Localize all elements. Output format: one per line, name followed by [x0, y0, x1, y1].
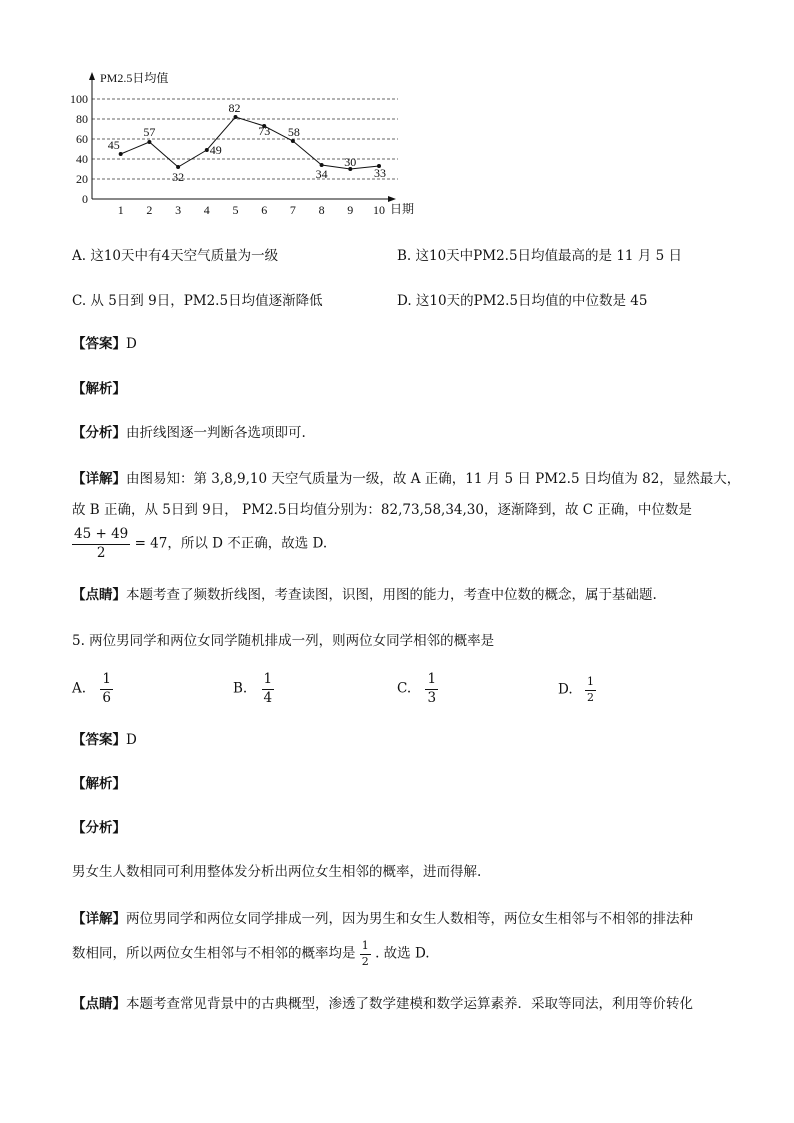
fraction-numerator: 1 — [585, 676, 596, 691]
data-point — [205, 148, 209, 152]
option-label: C. — [397, 680, 412, 697]
y-tick-label: 60 — [76, 132, 88, 146]
xiangjie-tag: 【详解】 — [72, 471, 126, 487]
fraction-numerator: 45 + 49 — [72, 527, 130, 545]
fraction-denominator: 2 — [96, 544, 106, 561]
y-tick-label: 80 — [76, 112, 88, 126]
fenxi-tag: 【分析】 — [72, 425, 126, 441]
option-label: D. — [558, 681, 573, 698]
data-label: 32 — [172, 170, 185, 184]
q5-option-b[interactable] — [233, 672, 274, 706]
x-tick-label: 7 — [289, 203, 296, 217]
q5-xiangjie-line2 — [72, 940, 430, 968]
q4-xiangjie-line1 — [72, 473, 740, 487]
fraction-denominator: 2 — [361, 954, 369, 968]
q5-fenxi-text: 男女生人数相同可利用整体发分析出两位女生相邻的概率，进而得解. — [72, 864, 482, 880]
answer-value: D — [126, 732, 137, 748]
fraction-numerator: 1 — [262, 672, 275, 690]
data-label: 34 — [315, 167, 328, 181]
fraction-denominator: 6 — [102, 689, 111, 706]
fraction-numerator: 1 — [360, 940, 371, 955]
fraction-numerator: 1 — [100, 672, 113, 690]
q5-fenxi-heading: 【分析】 — [72, 820, 126, 836]
option-fraction — [585, 676, 596, 704]
q4-xiangjie-line3 — [72, 527, 327, 561]
data-point — [147, 140, 151, 144]
data-point — [291, 139, 295, 143]
q5-jiexi-heading: 【解析】 — [72, 776, 126, 792]
data-label: 57 — [143, 125, 156, 139]
option-fraction — [262, 672, 275, 706]
option-label: A. — [72, 680, 87, 697]
answer-tag: 【答案】 — [72, 732, 126, 748]
q5-option-d[interactable] — [558, 676, 596, 704]
x-tick-label: 3 — [175, 203, 182, 217]
data-label: 82 — [228, 101, 241, 115]
fraction-denominator: 3 — [427, 689, 437, 706]
y-tick-label: 100 — [70, 92, 88, 106]
x-tick-label: 9 — [347, 203, 354, 217]
y-axis-title: PM2.5日均值 — [100, 71, 169, 85]
answer-tag: 【答案】 — [72, 336, 126, 352]
fraction-denominator: 2 — [586, 690, 594, 704]
y-tick-label: 20 — [76, 172, 88, 186]
dianjing-tag: 【点睛】 — [72, 587, 126, 603]
fraction-denominator: 4 — [263, 689, 273, 706]
data-point — [119, 152, 123, 156]
pm25-line-chart — [60, 62, 430, 222]
xiangjie-text-2a: 数相同，所以两位女生相邻与不相邻的概率均是 — [72, 945, 356, 962]
x-tick-label: 10 — [373, 203, 385, 217]
series-line — [121, 117, 379, 169]
xiangjie-text-1: 由图易知：第 3,8,9,10 天空气质量为一级，故 A 正确，11 月 5 日 PM2.5 日均值为 82，显然最大， — [126, 471, 741, 487]
q5-option-a[interactable] — [72, 672, 113, 706]
dianjing-tag: 【点睛】 — [72, 996, 126, 1012]
answer-value: D — [126, 336, 137, 352]
xiangjie-text-2b: . 故选 D. — [375, 945, 430, 962]
dianjing-text: 本题考查常见背景中的古典概型，渗透了数学建模和数学运算素养．采取等同法，利用等价转化 — [126, 996, 693, 1012]
data-point — [176, 165, 180, 169]
fraction-numerator: 1 — [425, 672, 438, 690]
x-tick-label: 4 — [203, 203, 210, 217]
x-tick-label: 5 — [232, 203, 239, 217]
q5-dianjing — [72, 998, 693, 1012]
xiangjie-text-1: 两位男同学和两位女同学排成一列，因为男生和女生人数相等，两位女生相邻与不相邻的排法种 — [126, 911, 693, 927]
data-label: 30 — [344, 155, 357, 169]
data-label: 49 — [209, 143, 222, 157]
data-label: 33 — [374, 166, 386, 180]
q4-option-d[interactable]: D. 这10天的PM2.5日均值的中位数是 45 — [397, 293, 648, 309]
q4-option-a[interactable]: A. 这10天中有4天空气质量为一级 — [72, 248, 279, 264]
q4-option-b[interactable]: B. 这10天中PM2.5日均值最高的是 11 月 5 日 — [397, 248, 682, 264]
option-label: B. — [233, 680, 248, 697]
dianjing-text: 本题考查了频数折线图，考查读图，识图，用图的能力，考查中位数的概念，属于基础题. — [126, 587, 657, 603]
q5-stem: 5. 两位男同学和两位女同学随机排成一列，则两位女同学相邻的概率是 — [72, 633, 495, 649]
q4-xiangjie-line2: 故 B 正确，从 5日到 9日， PM2.5日均值分别为：82,73,58,34,30，逐渐降到，故 C 正确，中位数是 — [72, 502, 692, 518]
x-tick-label: 6 — [261, 203, 268, 217]
median-fraction — [72, 527, 130, 561]
xiangjie-tag: 【详解】 — [72, 911, 126, 927]
q4-dianjing — [72, 589, 657, 603]
data-point — [234, 115, 238, 119]
option-fraction — [100, 672, 113, 706]
q4-answer — [72, 338, 137, 352]
x-tick-label: 1 — [117, 203, 124, 217]
q4-option-c[interactable]: C. 从 5日到 9日，PM2.5日均值逐渐降低 — [72, 293, 323, 309]
fenxi-text: 由折线图逐一判断各选项即可. — [126, 425, 306, 441]
q5-option-c[interactable] — [397, 672, 438, 706]
y-tick-label: 40 — [76, 152, 88, 166]
xiangjie-text-3: = 47，所以 D 不正确，故选 D. — [134, 535, 328, 552]
y-tick-label: 0 — [82, 192, 88, 206]
q5-answer — [72, 734, 137, 748]
x-tick-label: 8 — [318, 203, 325, 217]
data-label: 73 — [258, 124, 271, 138]
data-label: 58 — [287, 125, 300, 139]
x-axis-title: 日期 — [390, 202, 415, 216]
q5-xiangjie-line1 — [72, 913, 693, 927]
y-axis-arrow — [89, 72, 95, 80]
data-label: 45 — [107, 138, 120, 152]
q4-fenxi — [72, 427, 306, 441]
option-fraction — [425, 672, 438, 706]
half-fraction — [360, 940, 371, 968]
x-tick-label: 2 — [146, 203, 153, 217]
q4-jiexi-heading: 【解析】 — [72, 381, 126, 397]
